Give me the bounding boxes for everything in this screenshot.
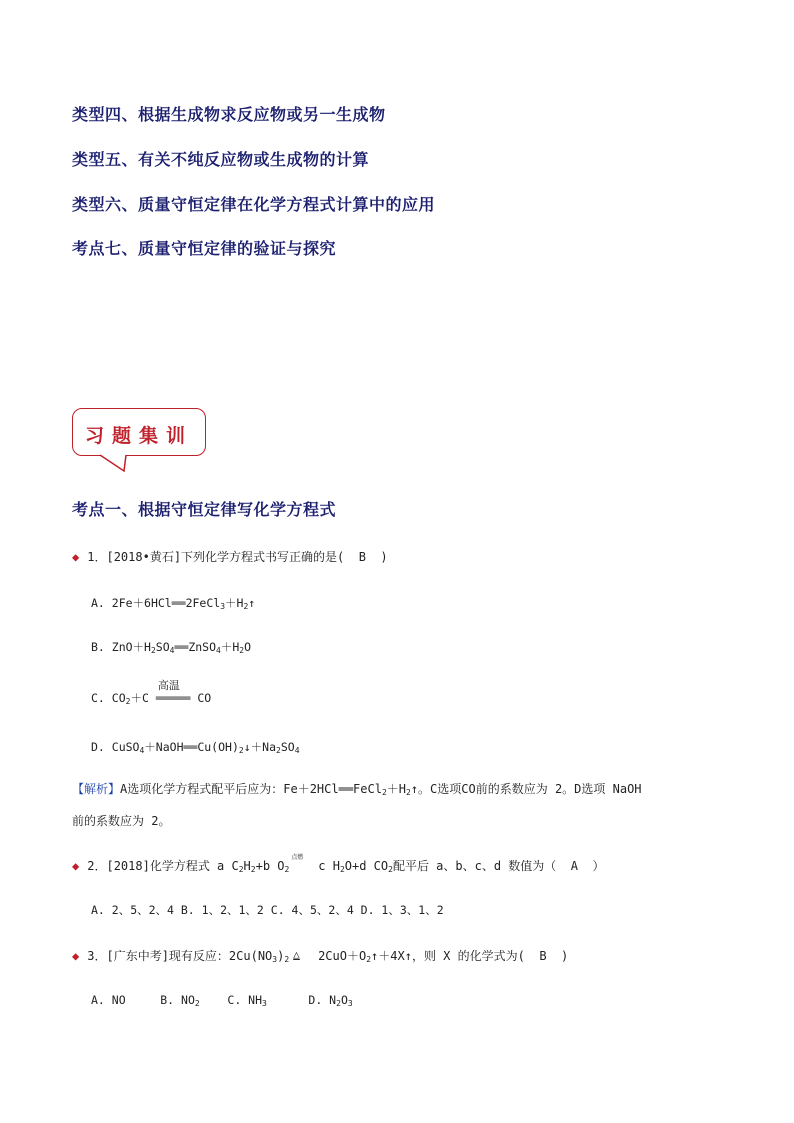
condition-high-temp: 高温	[157, 679, 180, 692]
q1-option-b: B. $ZnO+H_2SO_4══ZnSO_4+H_2O$	[91, 640, 252, 655]
q3-options: A. NO B. $NO_2$ C. $NH_3$ D. $N_2O_3$	[91, 993, 353, 1008]
heading-point7: 考点七、质量守恒定律的验证与探究	[72, 239, 337, 258]
condition-heat-icon: △	[293, 948, 300, 961]
diamond-bullet-icon: ◆	[72, 859, 80, 873]
question-3: ◆ 3．[广东中考]现有反应：$2Cu(NO_3)_2$ △ $2CuO+O_2↑+4X↑$，则 X 的化学式为( B )	[72, 948, 569, 964]
q3-answer: B	[539, 949, 547, 963]
diamond-bullet-icon: ◆	[72, 949, 80, 963]
q1-option-a: A. $2Fe+6HCl══2FeCl_3+H_2↑$	[91, 596, 256, 611]
analysis-block: 【解析】A选项化学方程式配平后应为：$Fe+2HCl══FeCl_2+H_2↑$。C选项CO前的系数应为 2。D选项 NaOH 前的系数应为 2。	[72, 782, 642, 828]
q2-options: A. 2、5、2、4 B. 1、2、1、2 C. 4、5、2、4 D. 1、3、1、2	[91, 903, 444, 917]
diamond-bullet-icon: ◆	[72, 550, 80, 564]
analysis-label: 【解析】	[72, 782, 121, 796]
question-2: ◆ 2．[2018]化学方程式 a $C_2H_2+b$ $O_2$ 点燃 c $H_2O+d$ $CO_2$配平后 a、b、c、d 数值为（ A ）	[72, 854, 605, 874]
q1-close: )	[380, 550, 388, 564]
condition-ignite: 点燃	[291, 854, 304, 861]
q1-number: 1．	[87, 550, 107, 564]
q1-option-c: C. $CO_2+C$ 高温 ═════ CO	[91, 679, 212, 706]
exercise-banner-text: 习题集训	[84, 425, 193, 447]
heading-type4: 类型四、根据生成物求反应物或另一生成物	[72, 105, 386, 124]
q1-answer: B	[358, 550, 366, 564]
exercise-banner	[72, 408, 206, 456]
q2-answer: A	[570, 859, 578, 873]
q1-stem: [2018•黄石]下列化学方程式书写正确的是(	[106, 550, 345, 564]
q1-option-d: D. $CuSO_4+NaOH══Cu(OH)_2↓+Na_2SO_4$	[91, 740, 300, 755]
section-title: 考点一、根据守恒定律写化学方程式	[72, 500, 337, 519]
question-1	[72, 548, 388, 565]
heading-type6: 类型六、质量守恒定律在化学方程式计算中的应用	[72, 195, 436, 214]
speech-tail-icon	[100, 453, 134, 473]
heading-type5: 类型五、有关不纯反应物或生成物的计算	[72, 150, 370, 169]
